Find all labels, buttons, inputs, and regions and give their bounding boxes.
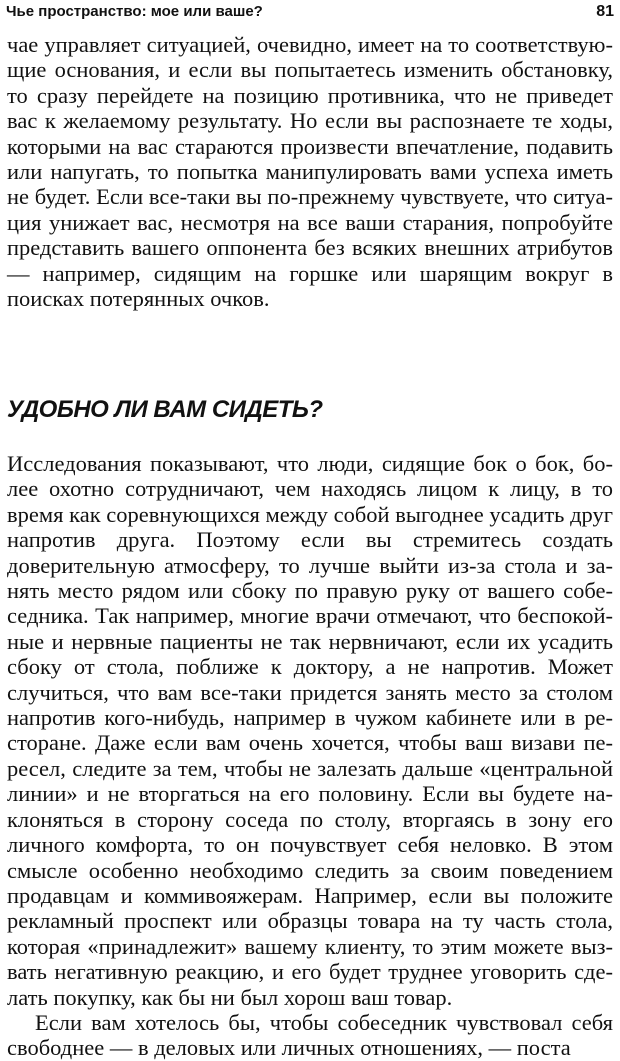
paragraph-continuation: чае управляет ситуацией, очевидно, имеет на то соответствующие основания, и если вы попытаетесь изменить обстановку, то сразу перейдете на позицию противника, что не приведет вас к желаемому результату. Но если вы распознаете те ходы, которыми на вас стараются произвести впечатление, подавить или напугать, то попытка манипулировать вами успеха иметь не будет. Если все-таки вы по-прежнему чувствуете, что ситуация унижает вас, несмотря на все ваши старания, попробуйте представить вашего оппонента без всяких внешних атрибутов — например, сидящим на горшке или шарящим вокруг в поисках потерянных очков. bbox=[7, 32, 613, 312]
paragraph-freedom: Если вам хотелось бы, чтобы собеседник чувствовал себя свободнее — в деловых или личных отношениях, — поста bbox=[7, 1009, 613, 1061]
page-number: 81 bbox=[596, 3, 614, 20]
running-head-title: Чье пространство: мое или ваше? bbox=[6, 3, 263, 20]
running-head bbox=[6, 1, 614, 23]
section-heading: УДОБНО ЛИ ВАМ СИДЕТЬ? bbox=[7, 396, 323, 423]
paragraph-seating-research: Исследования показывают, что люди, сидящие бок о бок, более охотно сотрудничают, чем находясь лицом к лицу, в то время как соревнующихся между собой выгоднее усадить друг напротив друга. Поэтому если вы стремитесь создать доверительную атмосферу, то лучше выйти из-за стола и занять место рядом или сбоку по правую руку от вашего собеседника. Так например, многие врачи отмечают, что беспокойные и нервные пациенты не так нервничают, если их усадить сбоку от стола, поближе к доктору, а не напротив. Может случиться, что вам все-таки придется занять место за столом напротив кого-нибудь, например в чужом кабинете или в ресторане. Даже если вам очень хочется, чтобы ваш визави пересел, следите за тем, чтобы не залезать дальше «центральной линии» и не вторгаться на его половину. Если вы будете наклоняться в сторону соседа по столу, вторгаясь в зону его личного комфорта, то он почувствует себя неловко. В этом смысле особенно необходимо следить за своим поведением продавцам и коммивояжерам. Например, если вы положите рекламный проспект или образцы товара на ту часть стола, которая «принадлежит» вашему клиенту, то этим можете вызвать негативную реакцию, и его будет труднее уговорить сделать покупку, как бы ни был хорош ваш товар. bbox=[7, 451, 613, 1010]
text-block-continuation bbox=[7, 32, 613, 311]
text-block-section bbox=[7, 451, 613, 1061]
